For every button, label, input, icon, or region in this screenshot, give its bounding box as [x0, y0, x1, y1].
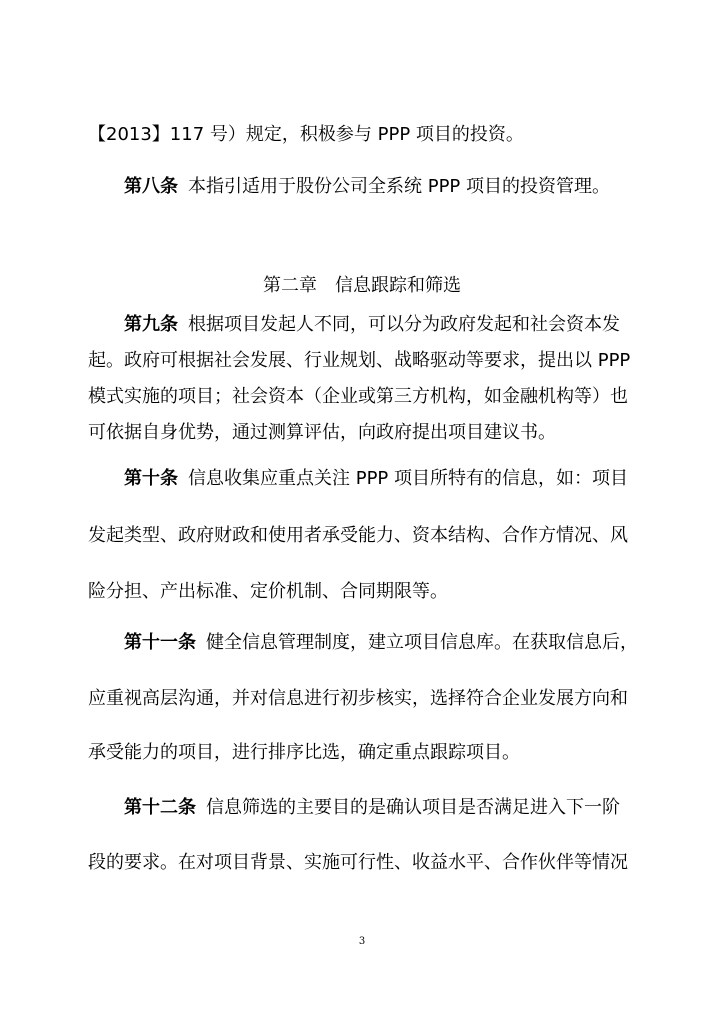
page-number: 3 — [358, 936, 366, 947]
text-line: 可依据自身优势，通过测算评估，向政府提出项目建议书。 — [88, 422, 556, 443]
text-line: 段的要求。在对项目背景、实施可行性、收益水平、合作伙伴等情况 — [88, 852, 628, 873]
article-8 — [124, 175, 636, 199]
text-line: 险分担、产出标准、定价机制、合同期限等。 — [88, 581, 448, 602]
text-line: 模式实施的项目；社会资本（企业或第三方机构，如金融机构等）也 — [88, 386, 628, 407]
article-text: 信息收集应重点关注 PPP 项目所特有的信息，如：项目 — [188, 468, 629, 489]
article-text: 信息筛选的主要目的是确认项目是否满足进入下一阶 — [206, 797, 620, 818]
article-10 — [124, 467, 636, 491]
article-9 — [124, 313, 636, 337]
text-line: 起。政府可根据社会发展、行业规划、战略驱动等要求，提出以 PPP — [88, 350, 631, 371]
chapter-heading: 第二章 信息跟踪和筛选 — [263, 275, 461, 296]
text-line: 【2013】117 号）规定，积极参与 PPP 项目的投资。 — [88, 124, 524, 145]
text-line: 应重视高层沟通，并对信息进行初步核实，选择符合企业发展方向和 — [88, 688, 628, 709]
text-line: 承受能力的项目，进行排序比选，确定重点跟踪项目。 — [88, 742, 520, 763]
article-11 — [124, 631, 636, 655]
article-label: 第八条 — [124, 176, 178, 197]
article-12 — [124, 796, 636, 820]
article-label: 第十二条 — [124, 797, 196, 818]
article-text: 本指引适用于股份公司全系统 PPP 项目的投资管理。 — [188, 176, 611, 197]
text-line: 发起类型、政府财政和使用者承受能力、资本结构、合作方情况、风 — [88, 525, 628, 546]
article-text: 健全信息管理制度，建立项目信息库。在获取信息后， — [206, 632, 638, 653]
article-label: 第十条 — [124, 468, 178, 489]
article-text: 根据项目发起人不同，可以分为政府发起和社会资本发 — [188, 314, 620, 335]
article-label: 第十一条 — [124, 632, 196, 653]
article-label: 第九条 — [124, 314, 178, 335]
